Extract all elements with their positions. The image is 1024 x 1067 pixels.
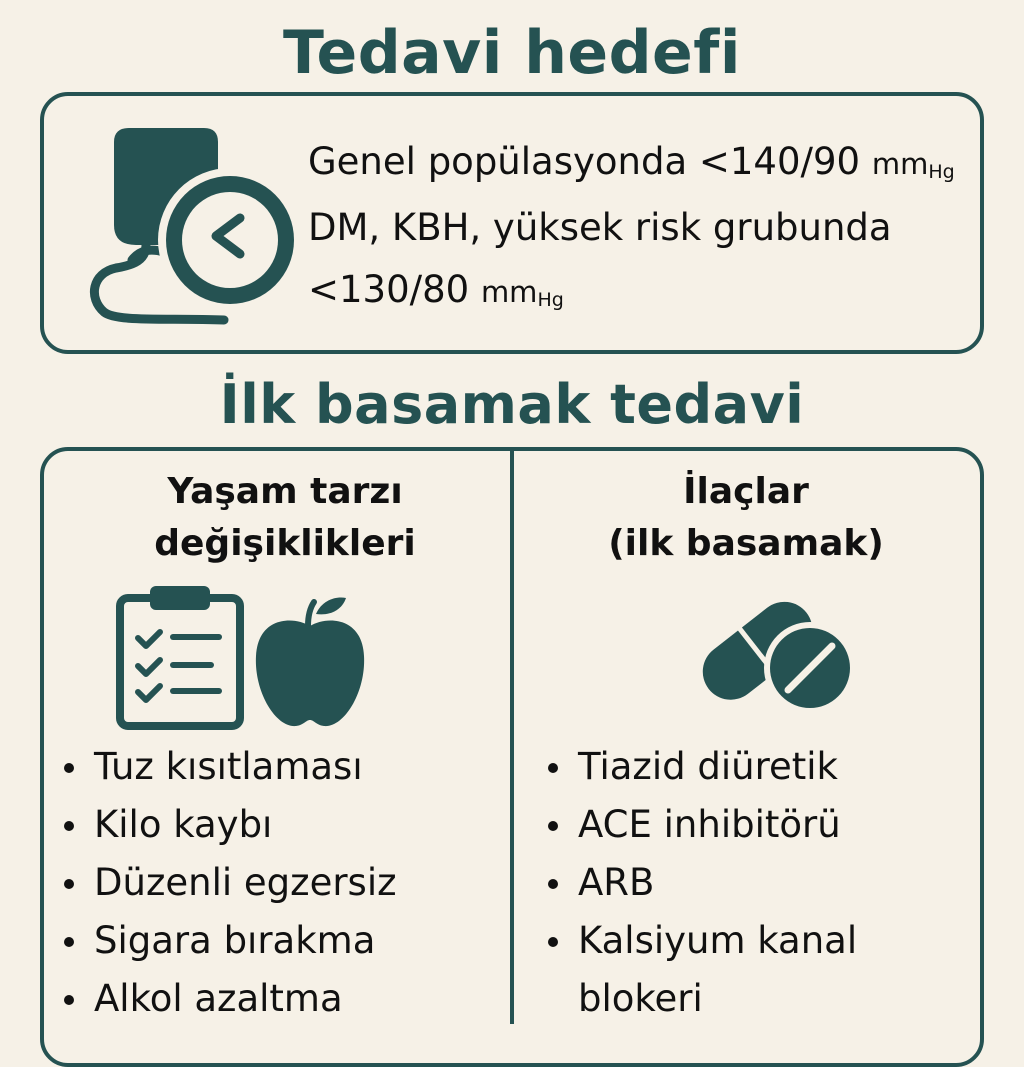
clipboard-checklist-icon [114, 582, 246, 732]
list-item: Sigara bırakma [62, 912, 397, 970]
drugs-column-title: İlaçlar (ilk basamak) [608, 471, 884, 564]
pills-icon [686, 582, 866, 718]
apple-icon [250, 594, 370, 730]
blood-pressure-monitor-icon [84, 120, 294, 330]
lifestyle-list [62, 738, 397, 1028]
lifestyle-column-title: Yaşam tarzı değişiklikleri [154, 471, 416, 564]
list-item: Kilo kaybı [62, 796, 397, 854]
list-item: Tiazid diüretik [546, 738, 857, 796]
drugs-list [546, 738, 857, 1028]
list-item: Kalsiyum kanal blokeri [546, 912, 857, 1028]
list-item: Tuz kısıtlaması [62, 738, 397, 796]
list-item: ACE inhibitörü [546, 796, 857, 854]
goal-high-risk-label: DM, KBH, yüksek risk grubunda [308, 206, 892, 249]
section-title-first-line-treatment: İlk basamak tedavi [219, 373, 805, 436]
gauge-symbol: < [84, 120, 85, 121]
goal-high-risk-value: <130/80 mmHg [308, 268, 564, 311]
column-divider [510, 450, 514, 1024]
list-item: Alkol azaltma [62, 970, 397, 1028]
goal-general-population: Genel popülasyonda <140/90 mmHg [308, 140, 955, 183]
section-title-treatment-goal: Tedavi hedefi [283, 18, 741, 88]
list-item: ARB [546, 854, 857, 912]
list-item: Düzenli egzersiz [62, 854, 397, 912]
